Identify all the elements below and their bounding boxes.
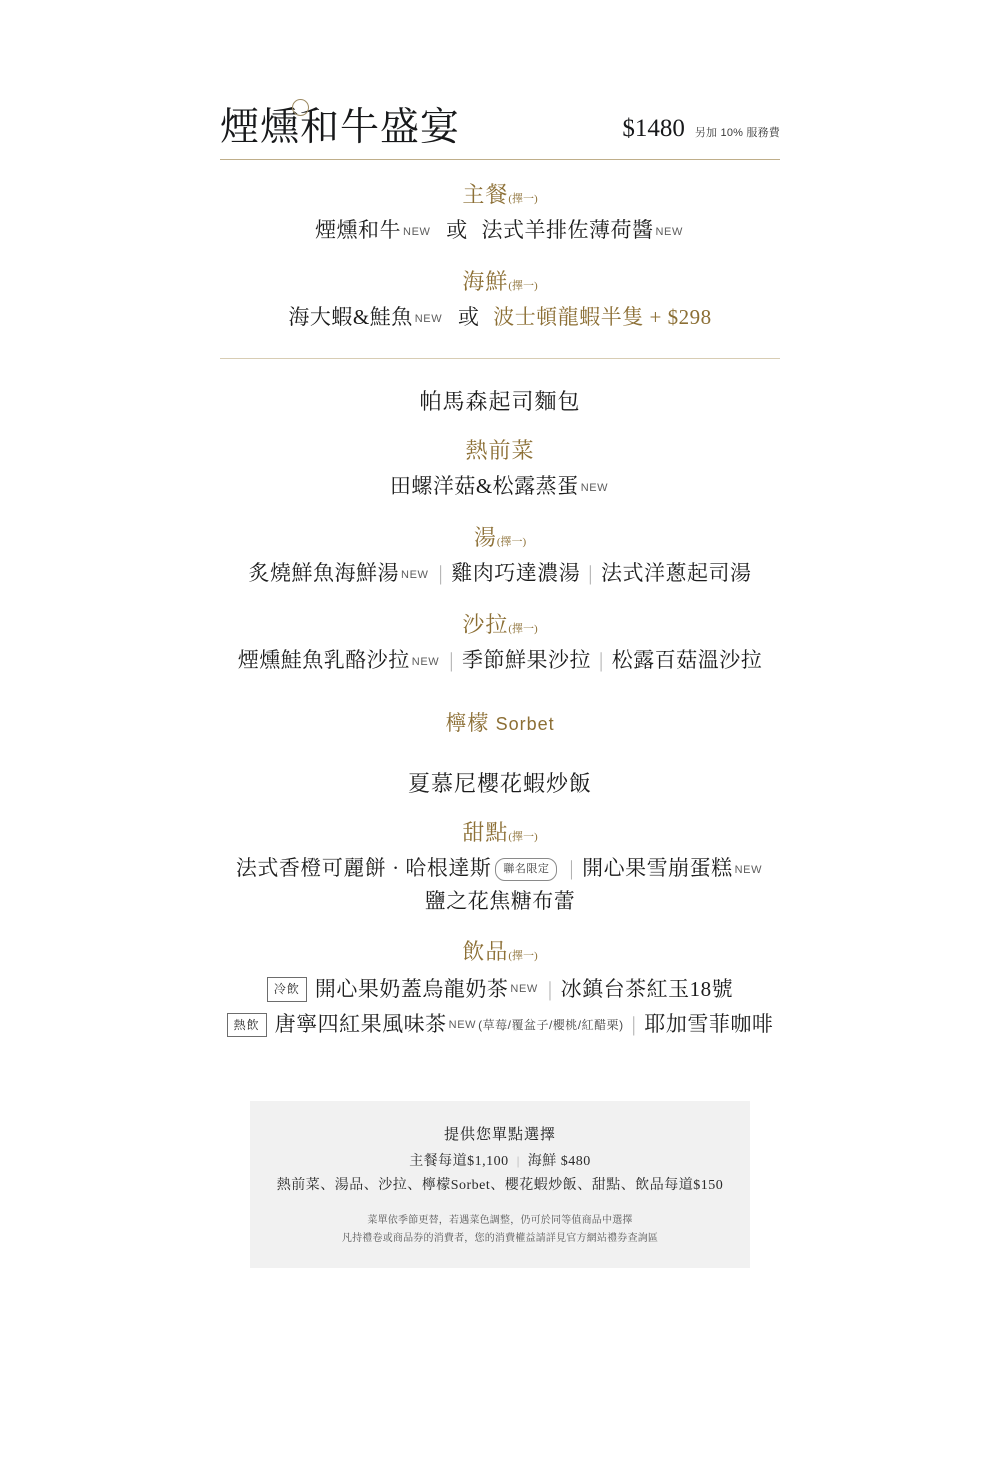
sorbet-title-en: Sorbet <box>495 713 555 734</box>
new-badge: NEW <box>401 569 429 582</box>
section-title-soup: 湯 <box>473 524 497 550</box>
main-option-1: 煙燻和牛 <box>315 218 402 243</box>
new-badge: NEW <box>403 226 431 239</box>
section-title-seafood: 海鮮 <box>462 268 509 294</box>
seafood-option-2: 波士頓龍蝦半隻 + $298 <box>493 305 712 330</box>
new-badge: NEW <box>510 983 538 996</box>
section-items-dessert <box>150 852 850 917</box>
item-separator: | <box>516 1152 520 1168</box>
or-label: 或 <box>457 305 480 330</box>
soup-item-1: 炙燒鮮魚海鮮湯 <box>248 561 400 586</box>
salad-item-1: 煙燻鮭魚乳酪沙拉 <box>237 648 410 673</box>
pick-note-main: (擇一) <box>508 193 538 205</box>
menu-content-lower <box>150 385 850 1043</box>
section-heading-sorbet <box>150 707 850 737</box>
section-items-soup <box>150 557 850 590</box>
menu-price: $1480 <box>622 115 685 142</box>
section-heading-salad <box>150 612 850 638</box>
footer-price-line-2: 熱前菜、湯品、沙拉、檸檬Sorbet、櫻花蝦炒飯、甜點、飲品每道$150 <box>276 1177 724 1193</box>
new-badge: NEW <box>414 313 443 326</box>
cold-drink-chip: 冷飲 <box>267 977 307 1001</box>
section-title-main: 主餐 <box>462 182 509 207</box>
dessert-item-1: 法式香橙可麗餅 · 哈根達斯 <box>235 856 492 881</box>
section-divider <box>220 358 780 359</box>
page-title <box>220 108 460 147</box>
menu-title-text: 煙燻和牛盛宴 <box>220 106 461 149</box>
item-separator: | <box>449 648 454 673</box>
section-title-drinks: 飲品 <box>462 939 509 965</box>
header-divider <box>220 159 780 160</box>
footer-main-price: 主餐每道$1,100 <box>409 1153 509 1169</box>
item-separator: | <box>631 1012 637 1037</box>
cold-drink-item-2: 冰鎮台茶紅玉18號 <box>560 976 734 1001</box>
footer-seafood-price: 海鮮 $480 <box>527 1153 591 1169</box>
soup-item-2: 雞肉巧達濃湯 <box>451 561 581 586</box>
section-items-drinks <box>150 972 850 1043</box>
pick-note-salad: (擇一) <box>508 622 538 635</box>
section-heading-hot-appetizer: 熱前菜 <box>465 437 535 463</box>
item-separator: | <box>547 976 553 1001</box>
section-title-dessert: 甜點 <box>462 819 509 845</box>
footer-note-1: 菜單依季節更替，若遇菜色調整，仍可於同等值商品中選擇 <box>367 1214 633 1226</box>
item-separator: | <box>438 561 444 586</box>
circle-deco-icon <box>292 99 309 116</box>
section-heading-drinks <box>150 939 850 965</box>
new-badge: NEW <box>580 482 609 495</box>
collab-limited-tag: 聯名限定 <box>495 858 557 881</box>
price-block <box>622 115 780 147</box>
new-badge: NEW <box>411 656 440 669</box>
pick-note-dessert: (擇一) <box>508 830 538 843</box>
section-title-salad: 沙拉 <box>462 611 509 637</box>
section-items-hot-appetizer <box>150 470 850 503</box>
drink-row-cold <box>150 972 850 1008</box>
hot-appetizer-item: 田螺洋菇&松露蒸蛋 <box>389 474 579 499</box>
salad-item-3: 松露百菇溫沙拉 <box>611 648 763 673</box>
menu-header <box>220 0 780 147</box>
hot-drink-item-1: 唐寧四紅果風味茶 <box>274 1012 447 1037</box>
section-heading-soup <box>150 525 850 551</box>
section-heading-bread: 帕馬森起司麵包 <box>419 388 581 414</box>
salad-item-2: 季節鮮果沙拉 <box>461 648 591 673</box>
dessert-item-2: 開心果雪崩蛋糕 <box>582 856 733 881</box>
section-heading-main <box>150 182 850 208</box>
footer-price-line-1 <box>270 1150 730 1174</box>
footer-notes <box>270 1212 730 1248</box>
new-badge: NEW <box>734 864 763 877</box>
pick-note-drinks: (擇一) <box>508 950 538 963</box>
drink-row-hot <box>150 1007 850 1043</box>
section-items-seafood <box>150 301 850 334</box>
hot-drink-item-1-note: (草莓/覆盆子/櫻桃/紅醋栗) <box>478 1017 624 1032</box>
section-items-main <box>150 214 850 247</box>
pick-note-soup: (擇一) <box>496 535 527 548</box>
seafood-option-1: 海大蝦&鮭魚 <box>288 305 413 330</box>
footer-note-2: 凡持禮卷或商品券的消費者，您的消費權益請詳見官方網站禮券查詢區 <box>341 1232 659 1244</box>
item-separator: | <box>569 856 575 881</box>
new-badge: NEW <box>448 1018 477 1031</box>
section-heading-rice: 夏慕尼櫻花蝦炒飯 <box>407 770 592 796</box>
sorbet-title-cn: 檸檬 <box>445 710 490 735</box>
item-separator: | <box>598 648 604 673</box>
section-heading-dessert <box>150 820 850 846</box>
footer-title: 提供您單點選擇 <box>443 1126 556 1143</box>
section-heading-seafood <box>150 269 850 295</box>
cold-drink-item-1: 開心果奶蓋烏龍奶茶 <box>314 976 509 1001</box>
or-label: 或 <box>446 218 468 243</box>
new-badge: NEW <box>655 226 683 239</box>
soup-item-3: 法式洋蔥起司湯 <box>600 561 752 586</box>
service-fee-note: 另加 10% 服務費 <box>694 127 780 139</box>
hot-drink-chip: 熱飲 <box>227 1013 267 1037</box>
a-la-carte-box <box>250 1101 750 1268</box>
dessert-item-3: 鹽之花焦糖布蕾 <box>424 888 576 913</box>
section-items-salad <box>150 644 850 677</box>
pick-note-seafood: (擇一) <box>508 279 538 292</box>
hot-drink-item-2: 耶加雪菲咖啡 <box>644 1012 774 1037</box>
main-option-2: 法式羊排佐薄荷醬 <box>481 218 654 243</box>
menu-content <box>150 182 850 334</box>
item-separator: | <box>588 561 593 586</box>
